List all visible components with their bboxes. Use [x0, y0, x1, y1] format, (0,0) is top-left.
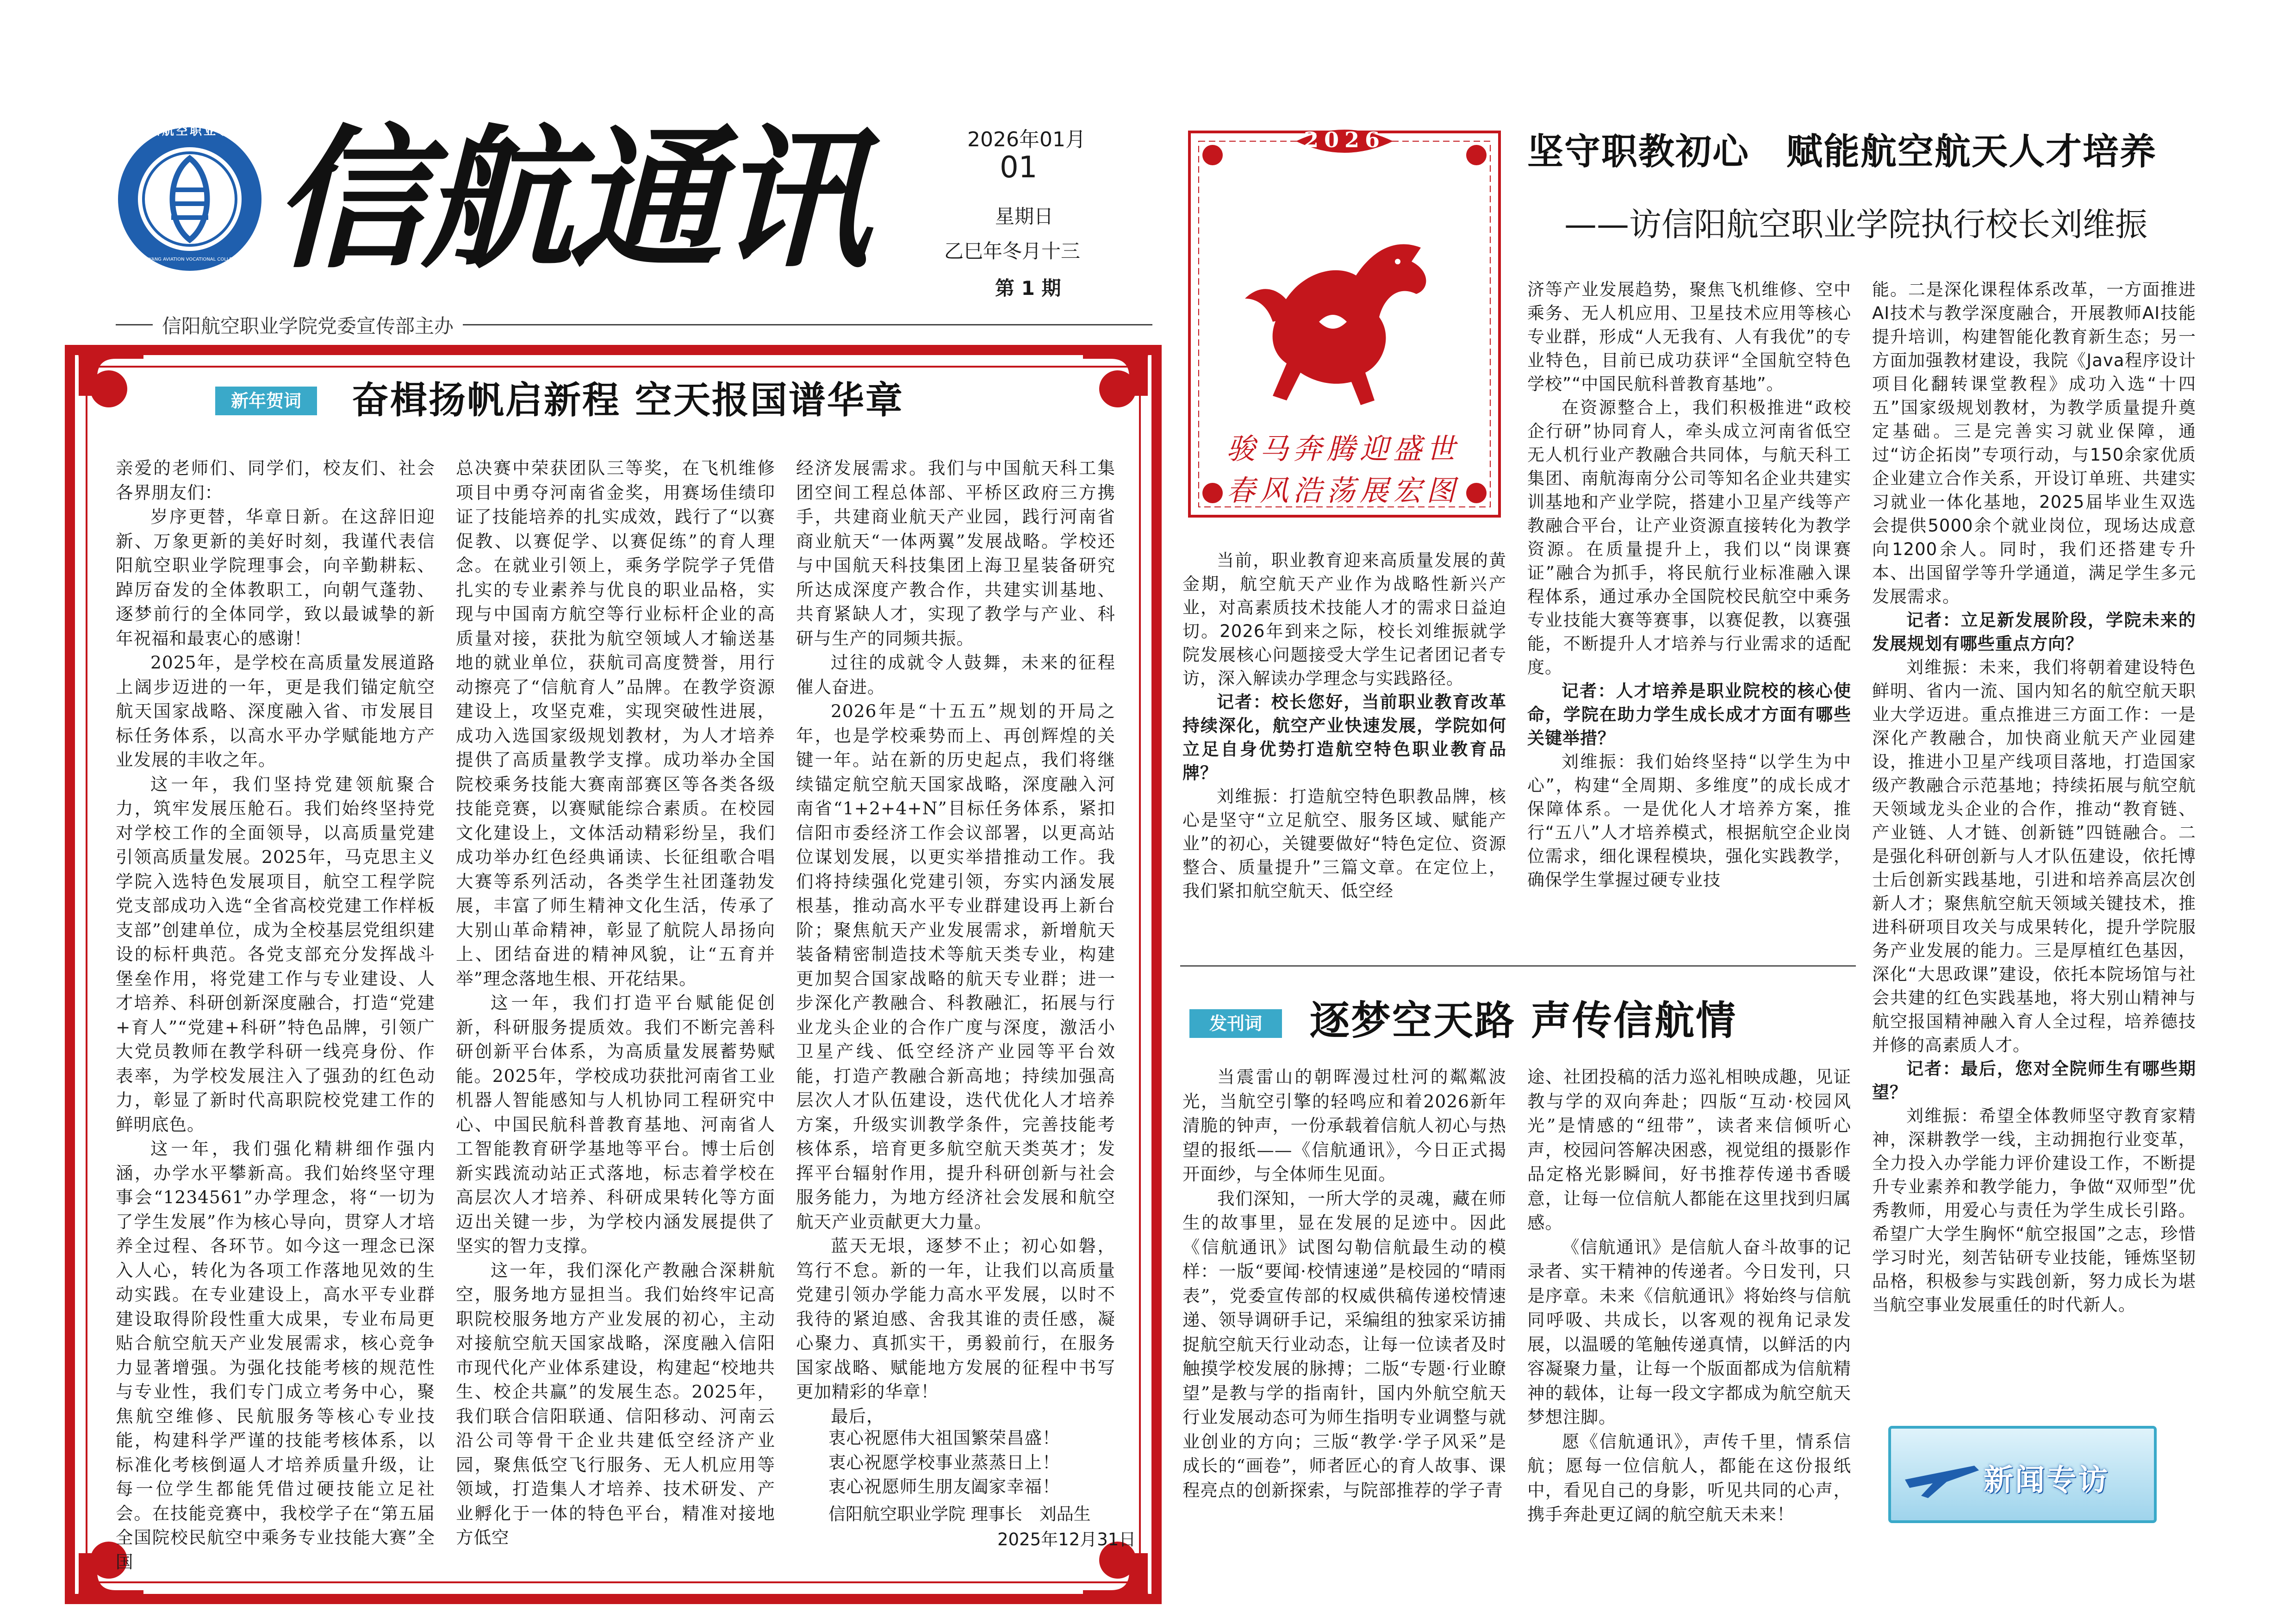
newyear-para: 最后， — [831, 1405, 884, 1426]
newyear-para: 过往的成就令人鼓舞，未来的征程催人奋进。 — [796, 652, 1115, 697]
interview-para: 在资源整合上，我们积极推进“政校企行研”协同育人，牵头成立河南省低空无人机行业产教融合共同体，与航天科工集团、南航海南分公司等知名企业共建实训基地和产业学院，搭建小卫星产线等产教融合平台，让产业资源直接转化为教学资源。在质量提升上，我们以“岗课赛证”融合为抓手，将民航行业标准融入课程体系，通过承办全国院校民航空中乘务专业技能大赛等赛事，以赛促教，以赛强能，不断提升人才培养与行业需求的适配度。 — [1527, 398, 1851, 677]
papercut-couplet-2: 春风浩荡展宏图 — [1226, 474, 1460, 507]
interview-question: 记者：人才培养是职业院校的核心使命，学院在助力学生成长成才方面有哪些关键举措？ — [1527, 681, 1851, 748]
sponsor-line: 信阳航空职业学院党委宣传部主办 — [153, 311, 463, 339]
launch-column-1 — [1182, 1065, 1506, 1602]
launch-column-2 — [1527, 1065, 1851, 1602]
launch-headline: 逐梦空天路 声传信航情 — [1310, 998, 1737, 1044]
issue-weekday: 星期日 — [995, 205, 1054, 228]
interview-column-mid — [1527, 278, 1851, 958]
launch-para: 《信航通讯》是信航人奋斗故事的记录者、实干精神的传递者。今日发刊，只是序章。未来《信航通讯》将始终与信航同呼吸、共成长，以客观的视角记录发展，以温暖的笔触传递真情，以鲜活的内容凝聚力量，让每一个版面都成为信航精神的载体，让每一段文字都成为航空航天梦想注脚。 — [1527, 1237, 1851, 1427]
newyear-para: 这一年，我们强化精耕细作强内涵，办学水平攀新高。我们始终坚守理事会“1234561”办学理念，将“一切为了学生发展”作为核心导向，贯穿人才培养全过程、各环节。如今这一理念已深入人心，转化为各项工作落地见效的生动实践。在专业建设上，高水平专业群建设取得阶段性重大成果，专业布局更贴合航空航天产业发展需求，核心竞争力显著增强。为强化技能考核的规范性与专业性，我们专门成立考务中心，聚焦航空维修、民航服务等核心专业技能，构建科学严谨的技能考核体系，以标准化考核倒逼人才培养质量升级，让每一位学生都能凭借过硬技能立足社会。在技能竞赛中，我校学子在“第五届全国院校民航空中乘务专业技能大赛”全国 — [116, 1138, 435, 1572]
news-banner-label: 新闻专访 — [1984, 1463, 2109, 1498]
issue-day: 01 — [1000, 150, 1038, 185]
logo-text: 信阳航空职业学院 — [134, 124, 245, 138]
interview-answer: 刘维振：希望全体教师坚守教育家精神，深耕教学一线，主动拥抱行业变革，全力投入办学能力评价建设工作，不断提升专业素养和教学能力，争做“双师型”优秀教师，用爱心与责任为学生成长引路。希望广大学生胸怀“航空报国”之志，珍惜学习时光，刻苦钻研专业技能，锤炼坚韧品格，积极参与实践创新，努力成长为堪当航空事业发展重任的时代新人。 — [1872, 1106, 2196, 1315]
newyear-para: 岁序更替，华章日新。在这辞旧迎新、万象更新的美好时刻，我谨代表信阳航空职业学院理事会，向辛勤耕耘、踔厉奋发的全体教职工，向朝气蓬勃、逐梦前行的全体同学，致以最诚挚的新年祝福和最衷心的感谢！ — [116, 506, 435, 649]
launch-tag: 发刊词 — [1189, 1009, 1282, 1038]
interview-answer: 刘维振：我们始终坚持“以学生为中心”，构建“全周期、多维度”的成长成才保障体系。一是优化人才培养方案，推行“五八”人才培养模式，根据航空企业岗位需求，细化课程模块，强化实践教学，确保学生掌握过硬专业技 — [1527, 752, 1851, 890]
interview-question: 记者：校长您好，当前职业教育改革持续深化，航空产业快速发展，学院如何立足自身优势打造航空特色职业教育品牌？ — [1182, 692, 1506, 783]
newyear-para: 蓝天无垠，逐梦不止；初心如磐，笃行不怠。新的一年，让我们以高质量党建引领办学能力高水平发展，以时不我待的紧迫感、舍我其谁的责任感，凝心聚力、真抓实干，勇毅前行，在服务国家战略、赋能地方发展的征程中书写更加精彩的华章！ — [796, 1236, 1115, 1402]
interview-question: 记者：最后，您对全院师生有哪些期望？ — [1872, 1059, 2196, 1102]
newyear-sign-date: 2025年12月31日 — [997, 1530, 1136, 1549]
newyear-para: 这一年，我们深化产教融合深耕航空，服务地方显担当。我们始终牢记高职院校服务地方产业发展的初心，主动对接航空航天国家战略，深度融入信阳市现代化产业体系建设，构建起“校地共生、校企共赢”的发展生态。2025年，我们联合信阳联通、信阳移动、河南云沿公司等骨干企业共建低空经济产业园，聚焦低空飞行服务、无人机应用等领域，打造集人才培养、技术研发、产业孵化于一体的特色平台，精准对接地方低空 — [456, 1260, 775, 1548]
interview-para: 当前，职业教育迎来高质量发展的黄金期，航空航天产业作为战略性新兴产业，对高素质技术技能人才的需求日益迫切。2026年到来之际，校长刘维振就学院发展核心问题接受大学生记者团记者专访，深入解读办学理念与实践路径。 — [1182, 550, 1506, 688]
interview-column-left — [1182, 549, 1506, 956]
interview-headline: 坚守职教初心 赋能航空航天人才培养 — [1527, 131, 2157, 173]
launch-para: 途、社团投稿的活力巡礼相映成趣，见证教与学的双向奔赴；四版“互动·校园风光”是情感的“纽带”，读者来信倾听心声，校园问答解决困惑，视觉组的摄影作品定格光影瞬间，好书推荐传递书香暖意，让每一位信航人都能在这里找到归属感。 — [1527, 1067, 1851, 1233]
newyear-signature: 信阳航空职业学院 理事长 刘品生 — [828, 1504, 1091, 1524]
launch-para: 当震雷山的朝晖漫过杜河的粼粼波光，当航空引擎的轻鸣应和着2026新年清脆的钟声，一份承载着信航人初心与热望的报纸——《信航通讯》，今日正式揭开面纱，与全体师生见面。 — [1182, 1067, 1506, 1184]
section-divider — [1180, 965, 1856, 967]
interview-question: 记者：立足新发展阶段，学院未来的发展规划有哪些重点方向？ — [1872, 610, 2196, 654]
newyear-para: 总决赛中荣获团队三等奖，在飞机维修项目中勇夺河南省金奖，用赛场佳绩印证了技能培养的扎实成效，践行了“以赛促教、以赛促学、以赛促练”的育人理念。在就业引领上，乘务学院学子凭借扎实的专业素养与优良的职业品格，实现与中国南方航空等行业标杆企业的高质量对接，获批为航空领域人才输送基地的就业单位，获航司高度赞誉，用行动擦亮了“信航育人”品牌。在教学资源建设上，攻坚克难，实现突破性进展，成功入选国家级规划教材，为人才培养提供了高质量教学支撑。成功举办全国院校乘务技能大赛南部赛区等各类各级技能竞赛，以赛赋能综合素质。在校园文化建设上，文体活动精彩纷呈，我们成功举办红色经典诵读、长征组歌合唱大赛等系列活动，各类学生社团蓬勃发展，丰富了师生精神文化生活，传承了大别山革命精神，彰显了航院人昂扬向上、团结奋进的精神风貌，让“五育并举”理念落地生根、开花结果。 — [456, 458, 775, 989]
masthead-title: 信航通讯 — [273, 109, 865, 289]
interview-subhead: ——访信阳航空职业学院执行校长刘维振 — [1564, 206, 2147, 244]
airplane-icon — [1900, 1447, 1984, 1503]
interview-column-right — [1872, 278, 2196, 1417]
newyear-para: 2025年，是学校在高质量发展道路上阔步迈进的一年，更是我们锚定航空航天国家战略、深度融入省、市发展目标任务体系，以高水平办学赋能地方产业发展的丰收之年。 — [116, 652, 435, 770]
college-logo — [116, 125, 264, 273]
newyear-para: 这一年，我们打造平台赋能促创新，科研服务提质效。我们不断完善科研创新平台体系，为高质量发展蓄势赋能。2025年，学校成功获批河南省工业机器人智能感知与人机协同工程研究中心、中国民航科普教育基地、河南省人工智能教育研学基地等平台。博士后创新实践流动站正式落地，标志着学校在高层次人才培养、科研成果转化等方面迈出关键一步，为学校内涵发展提供了坚实的智力支撑。 — [456, 993, 775, 1256]
newyear-closing — [828, 1426, 1115, 1499]
newyear-para: 经济发展需求。我们与中国航天科工集团空间工程总体部、平桥区政府三方携手，共建商业航天产业园，践行河南省商业航天“一体两翼”发展战略。学校还与中国航天科技集团上海卫星装备研究所达成深度产教合作，共建实训基地、共育紧缺人才，实现了教学与产业、科研与生产的同频共振。 — [796, 458, 1115, 649]
issue-date: 2026年01月 — [967, 128, 1086, 151]
closing-line: 衷心祝愿学校事业蒸蒸日上！ — [828, 1452, 1060, 1473]
newyear-para: 亲爱的老师们、同学们，校友们、社会各界朋友们： — [116, 458, 435, 503]
closing-line: 衷心祝愿师生朋友阖家幸福！ — [828, 1476, 1060, 1497]
launch-para: 愿《信航通讯》，声传千里，情系信航；愿每一位信航人，都能在这份报纸中，看见自己的身影，听见共同的心声，携手奔赴更辽阔的航空航天未来！ — [1527, 1431, 1851, 1524]
newyear-tag: 新年贺词 — [215, 387, 317, 415]
newyear-column-2 — [456, 456, 775, 1558]
newyear-headline: 奋楫扬帆启新程 空天报国谱华章 — [352, 379, 904, 422]
logo-english: XINYANG AVIATION VOCATIONAL COLLEGE — [141, 257, 239, 262]
interview-answer: 刘维振：打造航空特色职教品牌，核心是坚守“立足航空、服务区域、赋能产业”的初心，关键要做好“特色定位、资源整合、质量提升”三篇文章。在定位上，我们紧扣航空航天、低空经 — [1182, 787, 1506, 901]
news-banner — [1888, 1426, 2157, 1523]
newyear-column-1 — [116, 456, 435, 1572]
launch-para: 我们深知，一所大学的灵魂，藏在师生的故事里，显在发展的足迹中。因此《信航通讯》试图勾勒信航最生动的模样：一版“要闻·校情速递”是校园的“晴雨表”，党委宣传部的权威供稿传递校情速递、领导调研手记，采编组的独家采访捕捉航空航天行业动态，让每一位读者及时触摸学校发展的脉搏；二版“专题·行业瞭望”是教与学的指南针，国内外航空航天行业发展动态可为师生指明专业调整与就业创业的方向；三版“教学·学子风采”是成长的“画卷”，师者匠心的育人故事、课程亮点的创新探索，与院部推荐的学子青 — [1182, 1188, 1506, 1500]
papercut-couplet-1: 骏马奔腾迎盛世 — [1226, 432, 1460, 466]
issue-number: 第 1 期 — [995, 277, 1061, 300]
newyear-column-3 — [796, 456, 1115, 1465]
closing-line: 衷心祝愿伟大祖国繁荣昌盛！ — [828, 1428, 1060, 1448]
newyear-para: 这一年，我们坚持党建领航聚合力，筑牢发展压舱石。我们始终坚持党对学校工作的全面领导，以高质量党建引领高质量发展。2025年，马克思主义学院入选特色发展项目，航空工程学院党支部成功入选“全省高校党建工作样板支部”创建单位，成为全校基层党组织建设的标杆典范。各党支部充分发挥战斗堡垒作用，将党建工作与专业建设、人才培养、科研创新深度融合，打造“党建+育人”“党建+科研”特色品牌，引领广大党员教师在教学科研一线亮身份、作表率，为学校发展注入了强劲的红色动力，彰显了新时代高职院校党建工作的鲜明底色。 — [116, 774, 435, 1135]
interview-para: 济等产业发展趋势，聚焦飞机维修、空中乘务、无人机应用、卫星技术应用等核心专业群，形成“人无我有、人有我优”的专业特色，目前已成功获评“全国航空特色学校”“中国民航科普教育基地”。 — [1527, 280, 1851, 394]
issue-lunar: 乙巳年冬月十三 — [944, 240, 1081, 262]
newyear-para: 2026年是“十五五”规划的开局之年，也是学校乘势而上、再创辉煌的关键一年。站在新的历史起点，我们将继续锚定航空航天国家战略，深度融入河南省“1+2+4+N”目标任务体系，紧扣信阳市委经济工作会议部署，以更高站位谋划发展，以更实举措推动工作。我们将持续强化党建引领，夯实内涵发展根基，推动高水平专业群建设再上新台阶；聚焦航天产业发展需求，新增航天装备精密制造技术等航天类专业，构建更加契合国家战略的航天专业群；进一步深化产教融合、科教融汇，拓展与行业龙头企业的合作广度与深度，激活小卫星产线、低空经济产业园等平台效能，打造产教融合新高地；持续加强高层次人才队伍建设，迭代优化人才培养方案，升级实训教学条件，完善技能考核体系，培育更多航空航天类英才；发挥平台辐射作用，提升科研创新与社会服务能力，为地方经济社会发展和航空航天产业贡献更大力量。 — [796, 701, 1115, 1232]
interview-para: 能。二是深化课程体系改革，一方面推进AI技术与教学深度融合，开展教师AI技能提升培训，构建智能化教育新生态；另一方面加强教材建设，我院《Java程序设计项目化翻转课堂教程》成功入选“十四五”国家级规划教材，为教学质量提升奠定基础。三是完善实习就业保障，通过“访企拓岗”专项行动，与150余家优质企业建立合作关系，开设订单班、共建实习就业一体化基地，2025届毕业生双选会提供5000余个就业岗位，现场达成意向1200余人。同时，我们还搭建专升本、出国留学等升学通道，满足学生多元发展需求。 — [1872, 280, 2196, 606]
interview-answer: 刘维振：未来，我们将朝着建设特色鲜明、省内一流、国内知名的航空航天职业大学迈进。重点推进三方面工作：一是深化产教融合，加快商业航天产业园建设，推进小卫星产线项目落地，打造国家级产教融合示范基地；持续拓展与航空航天领域龙头企业的合作，推动“教育链、产业链、人才链、创新链”四链融合。二是强化科研创新与人才队伍建设，依托博士后创新实践基地，引进和培养高层次创新人才；聚焦航空航天领域关键技术，推进科研项目攻关与成果转化，提升学院服务产业发展的能力。三是厚植红色基因，深化“大思政课”建设，依托本院场馆与社会共建的红色实践基地，将大别山精神与航空报国精神融入育人全过程，培养德技并修的高素质人才。 — [1872, 657, 2196, 1055]
papercut-year: 2026 — [1303, 127, 1386, 152]
